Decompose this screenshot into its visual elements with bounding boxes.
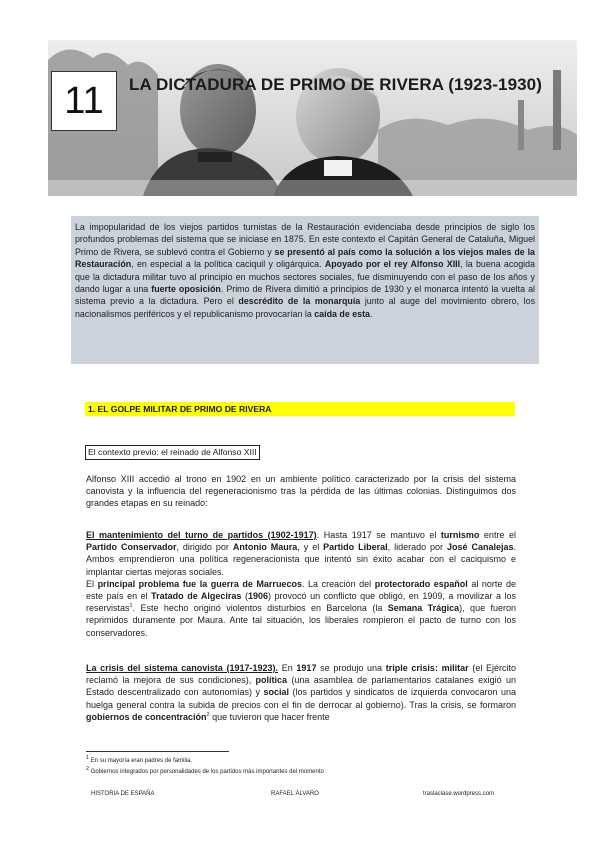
footer-center: RAFAEL ÁLVARO	[271, 791, 319, 797]
intro-highlight: se presentó al país como la solución a los viejos males de la Restauración	[75, 246, 535, 270]
section-heading: 1. EL GOLPE MILITAR DE PRIMO DE RIVERA	[85, 402, 515, 416]
bold-run: política	[255, 675, 288, 686]
bold-run: gobiernos de concentración	[86, 711, 207, 722]
footer-right: traslaclase.wordpress.com	[423, 791, 495, 797]
footnote-text: En su mayoría eran padres de familia.	[90, 758, 193, 764]
intro-highlight: fuerte oposición	[151, 284, 221, 295]
text-run: (los partidos y sindicatos de izquierda convocaron una huelga general contra la subida de precios con el fin de derrocar al gobierno). Tras la crisis, se formaron	[86, 687, 517, 710]
text-run: . La creación del	[301, 578, 375, 589]
text-run: se produjo una	[316, 663, 386, 673]
bold-run: 1917	[296, 663, 317, 673]
text-run: ), que fueron reprimidos duramente por Maura. Ante tal situación, los liberales rompieron el pacto de turno con los conservadores.	[86, 603, 516, 638]
intro-text: La impopularidad de los viejos partidos turnistas de la Restauración evidenciaba desde principios de siglo los profundos problemas del sistema que se iniciase en 1875. En este contexto el Capitán General de Cataluña, Miguel Primo de Rivera, se sublevó contra el Gobierno y	[75, 222, 535, 257]
text-run: . Ambos emprendieron una política regeneracionista que intentó sin éxito acabar con el caciquismo e implantar ciertas mejoras sociales.	[86, 542, 517, 577]
intro-text: .	[370, 308, 373, 319]
intro-text: junto al auge del movimiento obrero, los nacionalismos periféricos y el republicanismo provocarían la	[75, 296, 536, 319]
footnote-ref: 1	[129, 603, 133, 610]
intro-highlight: caída de esta	[314, 308, 370, 319]
footnote	[86, 756, 324, 767]
intro-text: , en especial a la política caciquil y oligárquica.	[131, 259, 325, 270]
text-run: (el Ejército reclamó la mejora de sus condiciones),	[86, 663, 517, 686]
paragraph-intro	[86, 473, 516, 510]
bold-run: 1906	[247, 591, 268, 602]
text-run: , dirigido por	[176, 542, 233, 553]
stage-heading: El mantenimiento del turno de partidos (1902-1917)	[86, 530, 317, 540]
paragraph-stage-2	[86, 662, 516, 723]
bold-run: social	[263, 687, 290, 698]
intro-highlight: Apoyado por el rey Alfonso XIII	[324, 259, 461, 270]
bold-run: Partido Liberal	[323, 542, 388, 553]
footnote-text: Gobiernos integrados por personalidades de los partidos más importantes del momento	[90, 769, 324, 775]
intro-highlight: descrédito de la monarquía	[238, 296, 361, 307]
unit-number: 11	[64, 79, 104, 122]
stage-heading: La crisis del sistema canovista (1917-1923).	[86, 663, 279, 673]
text-run: al norte de este país en el	[86, 578, 516, 602]
paragraph-text	[86, 529, 516, 578]
header-photo	[48, 40, 577, 196]
text-run: que tuvieron que hacer frente	[209, 711, 330, 722]
footnote-number: 1	[86, 755, 90, 761]
footnote	[86, 767, 324, 778]
bold-run: protectorado español	[374, 578, 468, 589]
text-run: entre el	[479, 530, 516, 540]
bold-run: Antonio Maura	[232, 542, 298, 553]
text-run: (	[241, 591, 248, 602]
text-run: El	[86, 578, 98, 589]
subsection-heading: El contexto previo: el reinado de Alfonso XIII	[85, 445, 260, 460]
page-title: LA DICTADURA DE PRIMO DE RIVERA (1923-1930)	[129, 75, 542, 94]
paragraph-text: Alfonso XIII accedió al trono en 1902 en un ambiente político caracterizado por la crisis del sistema canovista y la influencia del regeneracionismo tras la pérdida de las últimas colonias. Distinguimos dos grandes etapas en su reinado:	[86, 474, 516, 509]
paragraph-text	[86, 578, 516, 639]
footnote-number: 2	[86, 766, 90, 772]
unit-number-box	[51, 71, 117, 131]
text-run: , liderado por	[387, 542, 447, 553]
footnote-divider	[86, 751, 229, 752]
paragraph-stage-1	[86, 529, 516, 639]
text-run: ) provocó un conflicto que obligó, en 1909, a movilizar a los reservistas	[86, 591, 516, 614]
text-run: , y el	[297, 542, 324, 553]
text-run: . Este hecho originó violentos disturbios en Barcelona (la	[132, 603, 388, 614]
text-run: (una asamblea de parlamentarios catalanes exigió un Estado descentralizado con autonomías) y	[86, 675, 516, 698]
paragraph-text	[86, 662, 516, 723]
footnotes	[86, 756, 324, 778]
bold-run: triple crisis: militar	[385, 663, 469, 673]
bold-run: Semana Trágica	[387, 603, 460, 614]
intro-text: . Primo de Rivera dimitió a principios de 1930 y el monarca intentó la vuelta al sistema previo a la dictadura. Pero el	[75, 284, 535, 307]
bold-run: José Canalejas	[447, 542, 514, 553]
bold-run: Partido Conservador	[86, 542, 177, 553]
footer-left: HISTORIA DE ESPAÑA	[91, 791, 155, 797]
text-run: . Hasta 1917 se mantuvo el	[316, 530, 441, 540]
bold-run: turnismo	[440, 530, 480, 540]
footnote-ref: 2	[206, 711, 210, 718]
bold-run: principal problema fue la guerra de Marruecos	[97, 578, 302, 589]
intro-box	[71, 216, 539, 364]
bold-run: Tratado de Algeciras	[151, 591, 242, 602]
intro-text: , la buena acogida que la dictadura militar tuvo al principio en muchos sectores sociales, fue disminuyendo con el paso de los años y dando lugar a una	[75, 259, 535, 295]
text-run: En	[278, 663, 297, 673]
